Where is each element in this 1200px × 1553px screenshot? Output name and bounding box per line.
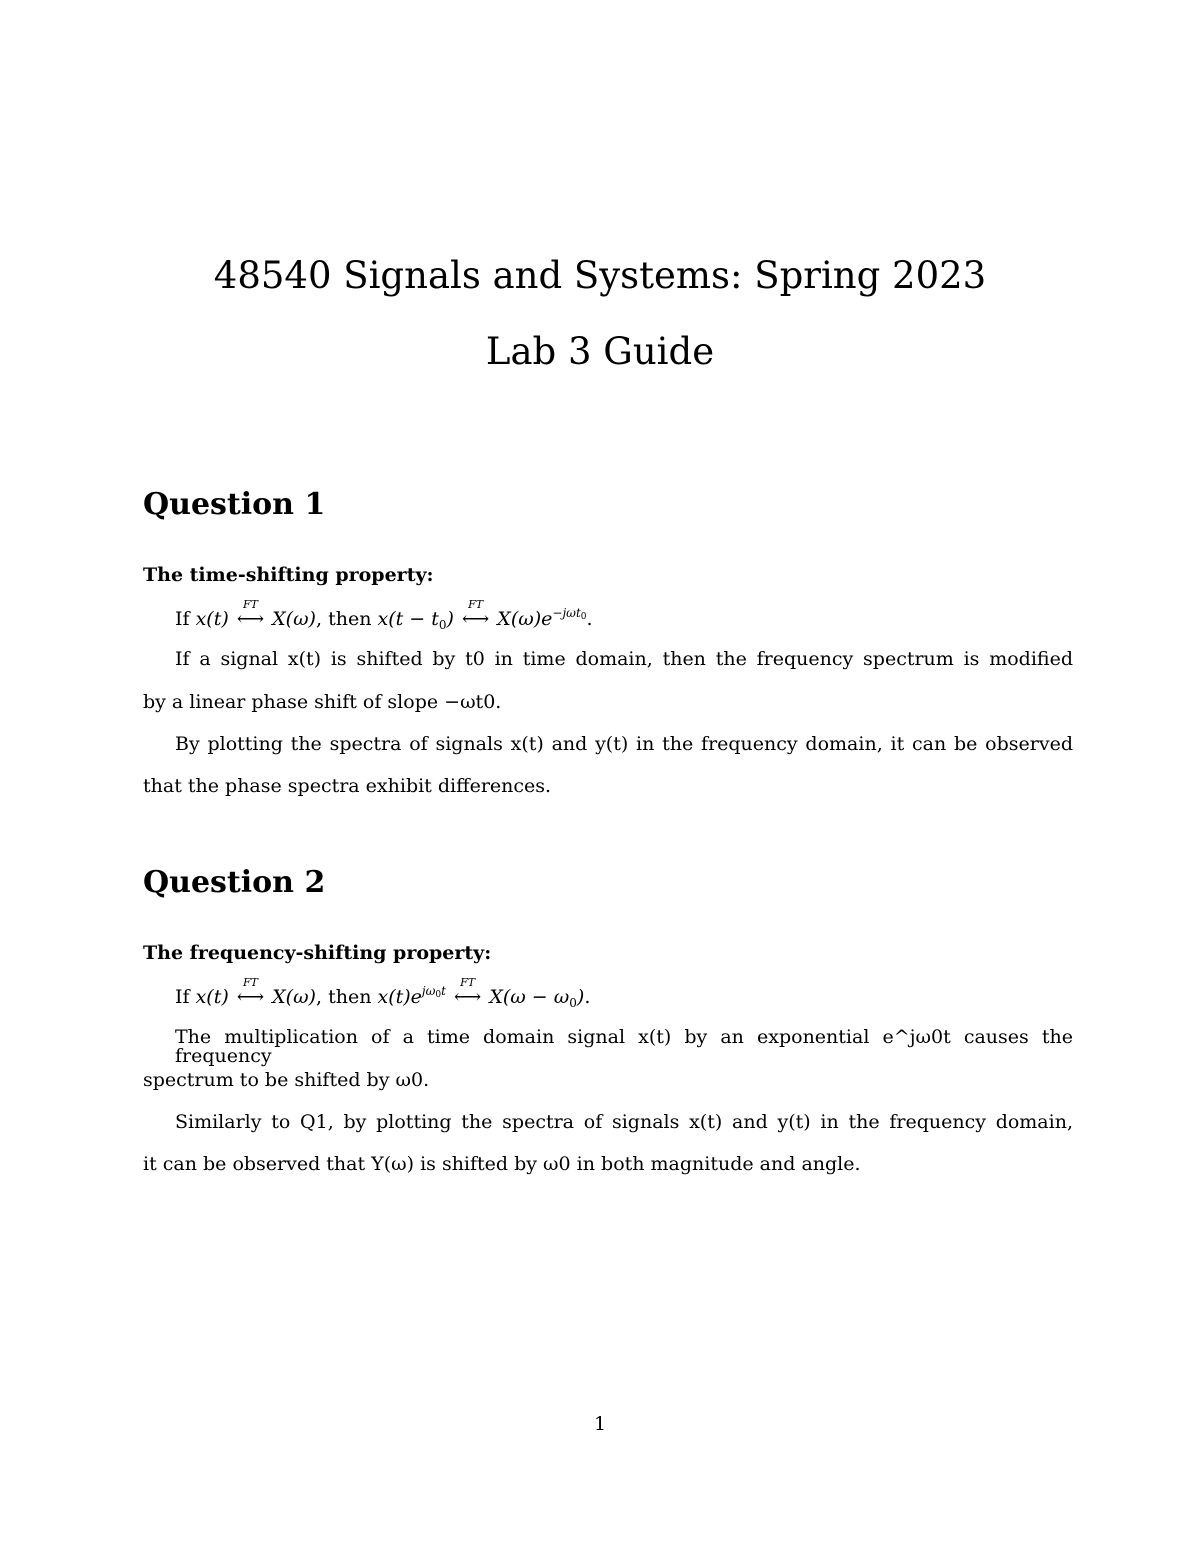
q1-paragraph-1-line-1: If a signal x(t) is shifted by t0 in time domain, then the frequency spectrum is modified xyxy=(175,648,1073,670)
question-1-heading: Question 1 xyxy=(143,487,326,522)
frequency-shifting-property-label: The frequency-shifting property: xyxy=(143,942,492,964)
q1-paragraph-2-line-1: By plotting the spectra of signals x(t) and y(t) in the frequency domain, it can be observed xyxy=(175,733,1073,755)
time-shifting-property-label: The time-shifting property: xyxy=(143,564,434,586)
time-shifting-formula: If x(t) ⟷ FT X(ω), then $x(t - t_0)$ ⟷ FT $X(\omega)e^{-j\omega t0}$. xyxy=(175,598,593,632)
q2-paragraph-2-line-1: Similarly to Q1, by plotting the spectra of signals x(t) and y(t) in the frequency domain, xyxy=(175,1111,1073,1133)
question-2-heading: Question 2 xyxy=(143,865,326,900)
q2-paragraph-1-line-1: The multiplication of a time domain signal x(t) by an exponential e^jω0t causes the frequency xyxy=(175,1026,1073,1067)
q2-paragraph-2-line-2: it can be observed that Y(ω) is shifted by ω0 in both magnitude and angle. xyxy=(143,1153,861,1175)
q2-paragraph-1-line-2: spectrum to be shifted by ω0. xyxy=(143,1069,430,1091)
frequency-shifting-formula: If x(t) ⟷ FT X(ω), then $x(t)e^{j\omega 0t}$ ⟷ FT $X(\omega - \omega_0)$. xyxy=(175,976,591,1010)
q1-paragraph-1-line-2: by a linear phase shift of slope −ωt0. xyxy=(143,691,502,713)
q1-paragraph-2-line-2: that the phase spectra exhibit differences. xyxy=(143,775,552,797)
document-title: 48540 Signals and Systems: Spring 2023 xyxy=(213,254,987,297)
page-number: 1 xyxy=(593,1413,607,1435)
document-subtitle: Lab 3 Guide xyxy=(485,330,715,373)
